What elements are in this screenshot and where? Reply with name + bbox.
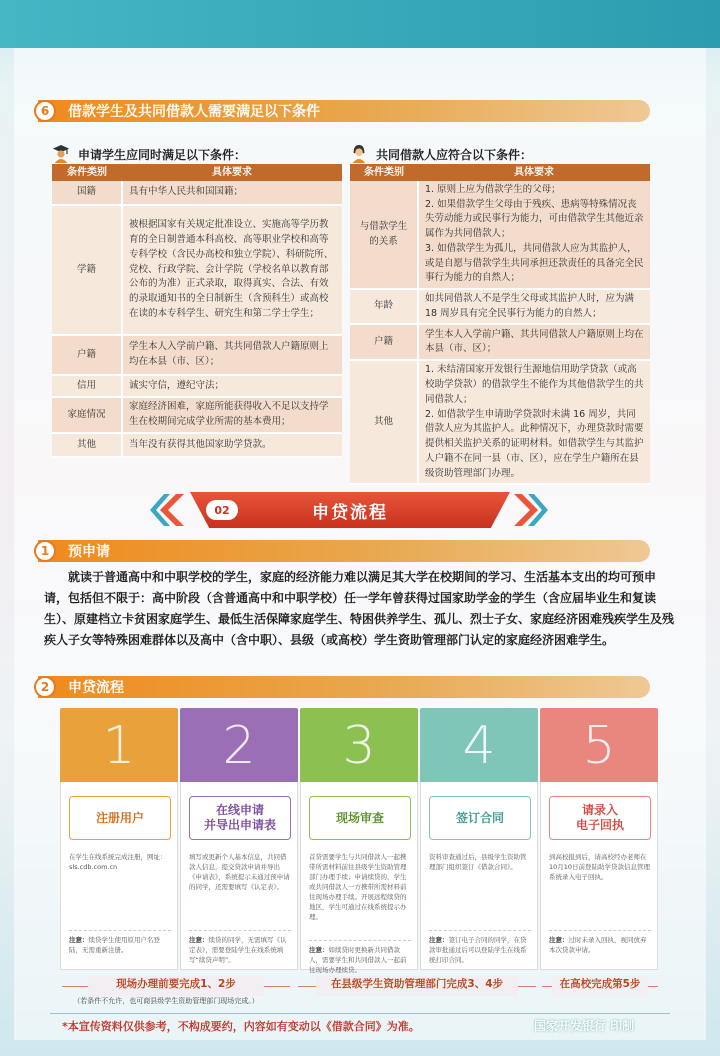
- step-name: 注册用户: [69, 796, 171, 840]
- student-conditions-table: [52, 164, 342, 458]
- table-row: [52, 205, 342, 335]
- step-name: 在线申请 并导出申请表: [189, 796, 291, 840]
- table-header-row: [52, 164, 342, 181]
- person-icon: [350, 144, 368, 164]
- coborrower-heading-text: 共同借款人应符合以下条件：: [376, 147, 533, 162]
- col-category: 条件类别: [52, 164, 122, 181]
- row-category: 与借款学生的关系: [350, 181, 418, 289]
- row-category: 家庭情况: [52, 397, 122, 433]
- row-category: 户籍: [350, 324, 418, 360]
- table-header-row: [350, 164, 650, 181]
- row-category: 其他: [350, 360, 418, 484]
- disclaimer: *本宣传资料仅供参考，不构成要约，内容如有变动以《借款合同》为准。: [62, 1020, 420, 1033]
- table-row: [350, 324, 650, 360]
- banner-number: 02: [206, 500, 238, 520]
- step-desc: 在学生在线系统完成注册，网址：sls.cdb.com.cn: [69, 853, 167, 871]
- flow-label-2: 在县级学生资助管理部门完成3、4步: [316, 976, 518, 996]
- col-requirement: 具体要求: [418, 164, 650, 181]
- top-band: [0, 0, 720, 48]
- step-desc: 到高校报到后，请高校经办老师在10月10日前登陆助学贷款信息管理系统录入电子回执。: [549, 853, 651, 881]
- row-category: 年龄: [350, 289, 418, 324]
- flow-header: [38, 676, 650, 698]
- row-category: 信用: [52, 375, 122, 397]
- step-desc: 资料审查通过后，县级学生资助管理部门组织签订《借款合同》。: [429, 853, 527, 871]
- step-number: 4: [462, 716, 496, 776]
- step-desc: 填写或更新个人基本信息，共同借款人信息，提交贷款申请并导出《申请表》，系统提示未通过预申请的同学，还需要填写《认定表》。: [189, 853, 290, 891]
- step-card-2: [180, 708, 298, 970]
- step-number: 5: [582, 716, 616, 776]
- flow-label-3: 在高校完成第5步: [552, 976, 648, 996]
- row-requirement: 诚实守信，遵纪守法；: [122, 375, 342, 397]
- banner-title: 申贷流程: [312, 502, 388, 523]
- printer-credit: 国家开发银行 印制: [534, 1019, 635, 1033]
- table-row: [52, 375, 342, 397]
- flow-label-1: 现场办理前要完成1、2步: [88, 976, 264, 996]
- row-requirement: 如共同借款人不是学生父母或其监护人时，应为满 18 周岁具有完全民事行为能力的自然人；: [418, 289, 650, 324]
- section-title: 申贷流程: [68, 680, 124, 696]
- right-chevron-decoration: [512, 492, 548, 528]
- table-row: [52, 181, 342, 205]
- step-note: 注意：续贷的同学，无需填写《认定表》，需要登陆学生在线系统填写“续贷声明”。: [189, 930, 291, 965]
- step-note: 注意：如续贷时更换新共同借款人，需要学生和共同借款人一起前往现场办理续贷。: [309, 940, 411, 975]
- graduate-icon: [52, 144, 70, 164]
- step-card-3: [300, 708, 418, 974]
- row-requirement: 学生本人入学前户籍、其共同借款人户籍原则上均在本县（市、区）；: [418, 324, 650, 360]
- pre-apply-header: [38, 540, 650, 562]
- step-name: 请录入 电子回执: [549, 796, 651, 840]
- student-heading-text: 申请学生应同时满足以下条件：: [78, 147, 247, 162]
- row-category: 学籍: [52, 205, 122, 335]
- row-requirement: 1. 原则上应为借款学生的父母； 2. 如果借款学生父母由于残疾、患病等特殊情况丧失劳动能力或民事行为能力，可由借款学生其他近亲属作为共同借款人； 3. 如借款学生为孤儿，共同借款人应为其监护人，或是自愿与借款学生共同承担还款责任的具备完全民事行为能力的自然人；: [418, 181, 650, 289]
- step-number: 1: [102, 716, 136, 776]
- col-category: 条件类别: [350, 164, 418, 181]
- step-name: 现场审查: [309, 796, 411, 840]
- pre-apply-text: 就读于普通高中和中职学校的学生，家庭的经济能力难以满足其大学在校期间的学习、生活基本支出的均可预申请，包括但不限于：高中阶段（含普通高中和中职学校）任一学年曾获得过国家助学金的学生（含应届毕业生和复读生）、原建档立卡贫困家庭学生、最低生活保障家庭学生、特困供养学生、孤儿、烈士子女、家庭经济困难残疾学生及残疾人子女等特殊困难群体以及高中（含中职）、县级（或高校）学生资助管理部门认定的家庭经济困难学生。: [44, 570, 675, 647]
- step-number: 2: [222, 716, 256, 776]
- row-requirement: 当年没有获得其他国家助学贷款。: [122, 433, 342, 457]
- section-title: 借款学生及共同借款人需要满足以下条件: [68, 104, 320, 120]
- row-category: 其他: [52, 433, 122, 457]
- left-chevron-decoration: [150, 492, 186, 528]
- section-title: 预申请: [68, 544, 110, 560]
- footer-divider: [50, 1013, 670, 1014]
- step-note: 注意：过时未录入回执，视同放弃本次贷款申请。: [549, 930, 651, 955]
- section-number: 6: [34, 100, 56, 122]
- col-requirement: 具体要求: [122, 164, 342, 181]
- flow-label-1-sub: （若条件不允许，也可商县级学生资助管理部门现场完成。）: [73, 997, 259, 1005]
- table-row: [52, 397, 342, 433]
- row-category: 户籍: [52, 335, 122, 375]
- row-requirement: 学生本人入学前户籍、其共同借款人户籍原则上均在本县（市、区）；: [122, 335, 342, 375]
- coborrower-conditions-table: [350, 164, 650, 485]
- process-banner: [190, 492, 510, 528]
- step-note: 注意：续贷学生使用原用户名登陆，无需重新注册。: [69, 930, 171, 955]
- step-card-1: [60, 708, 178, 970]
- section-number: 1: [34, 540, 56, 562]
- coborrower-heading: [350, 144, 532, 164]
- row-requirement: 1. 未结清国家开发银行生源地信用助学贷款（或高校助学贷款）的借款学生不能作为其他借款学生的共同借款人； 2. 如借款学生申请助学贷款时未满 16 周岁，共同借款人应为其监护人。此种情况下，办理贷款时需要提供相关监护关系的证明材料。如借款学生与其监护人户籍不在同一县（市、区），应在学生户籍所在县级资助管理部门办理。: [418, 360, 650, 484]
- student-heading: [52, 144, 246, 164]
- section-6-header: [38, 100, 650, 122]
- row-category: 国籍: [52, 181, 122, 205]
- step-number: 3: [342, 716, 376, 776]
- step-name: 签订合同: [429, 796, 531, 840]
- row-requirement: 被根据国家有关规定批准设立、实施高等学历教育的全日制普通本科高校、高等职业学校和高等专科学校（含民办高校和独立学院）、科研院所、党校、行政学院、会计学院（学校名单以教育部公布的为准）正式录取，取得真实、合法、有效的录取通知书的全日制新生（含预科生）或高校在读的本专科学生、研究生和第二学士学生；: [122, 205, 342, 335]
- table-row: [52, 433, 342, 457]
- row-requirement: 家庭经济困难，家庭所能获得收入不足以支持学生在校期间完成学业所需的基本费用；: [122, 397, 342, 433]
- step-note: 注意：签订电子合同的同学，在贷款审批通过后可以登陆学生在线系统打印合同。: [429, 930, 531, 965]
- row-requirement: 具有中华人民共和国国籍；: [122, 181, 342, 205]
- step-card-4: [420, 708, 538, 970]
- table-row: [350, 289, 650, 324]
- step-desc: 首贷需要学生与共同借款人一起携带所需材料前往县级学生资助管理部门办理手续；申请续贷的，学生或共同借款人一方携带所需材料前往现场办理手续。开展远程续贷的地区，学生可通过在线系统提示办理。: [309, 853, 407, 921]
- table-row: [350, 181, 650, 289]
- table-row: [350, 360, 650, 484]
- step-card-5: [540, 708, 658, 970]
- section-number: 2: [34, 676, 56, 698]
- table-row: [52, 335, 342, 375]
